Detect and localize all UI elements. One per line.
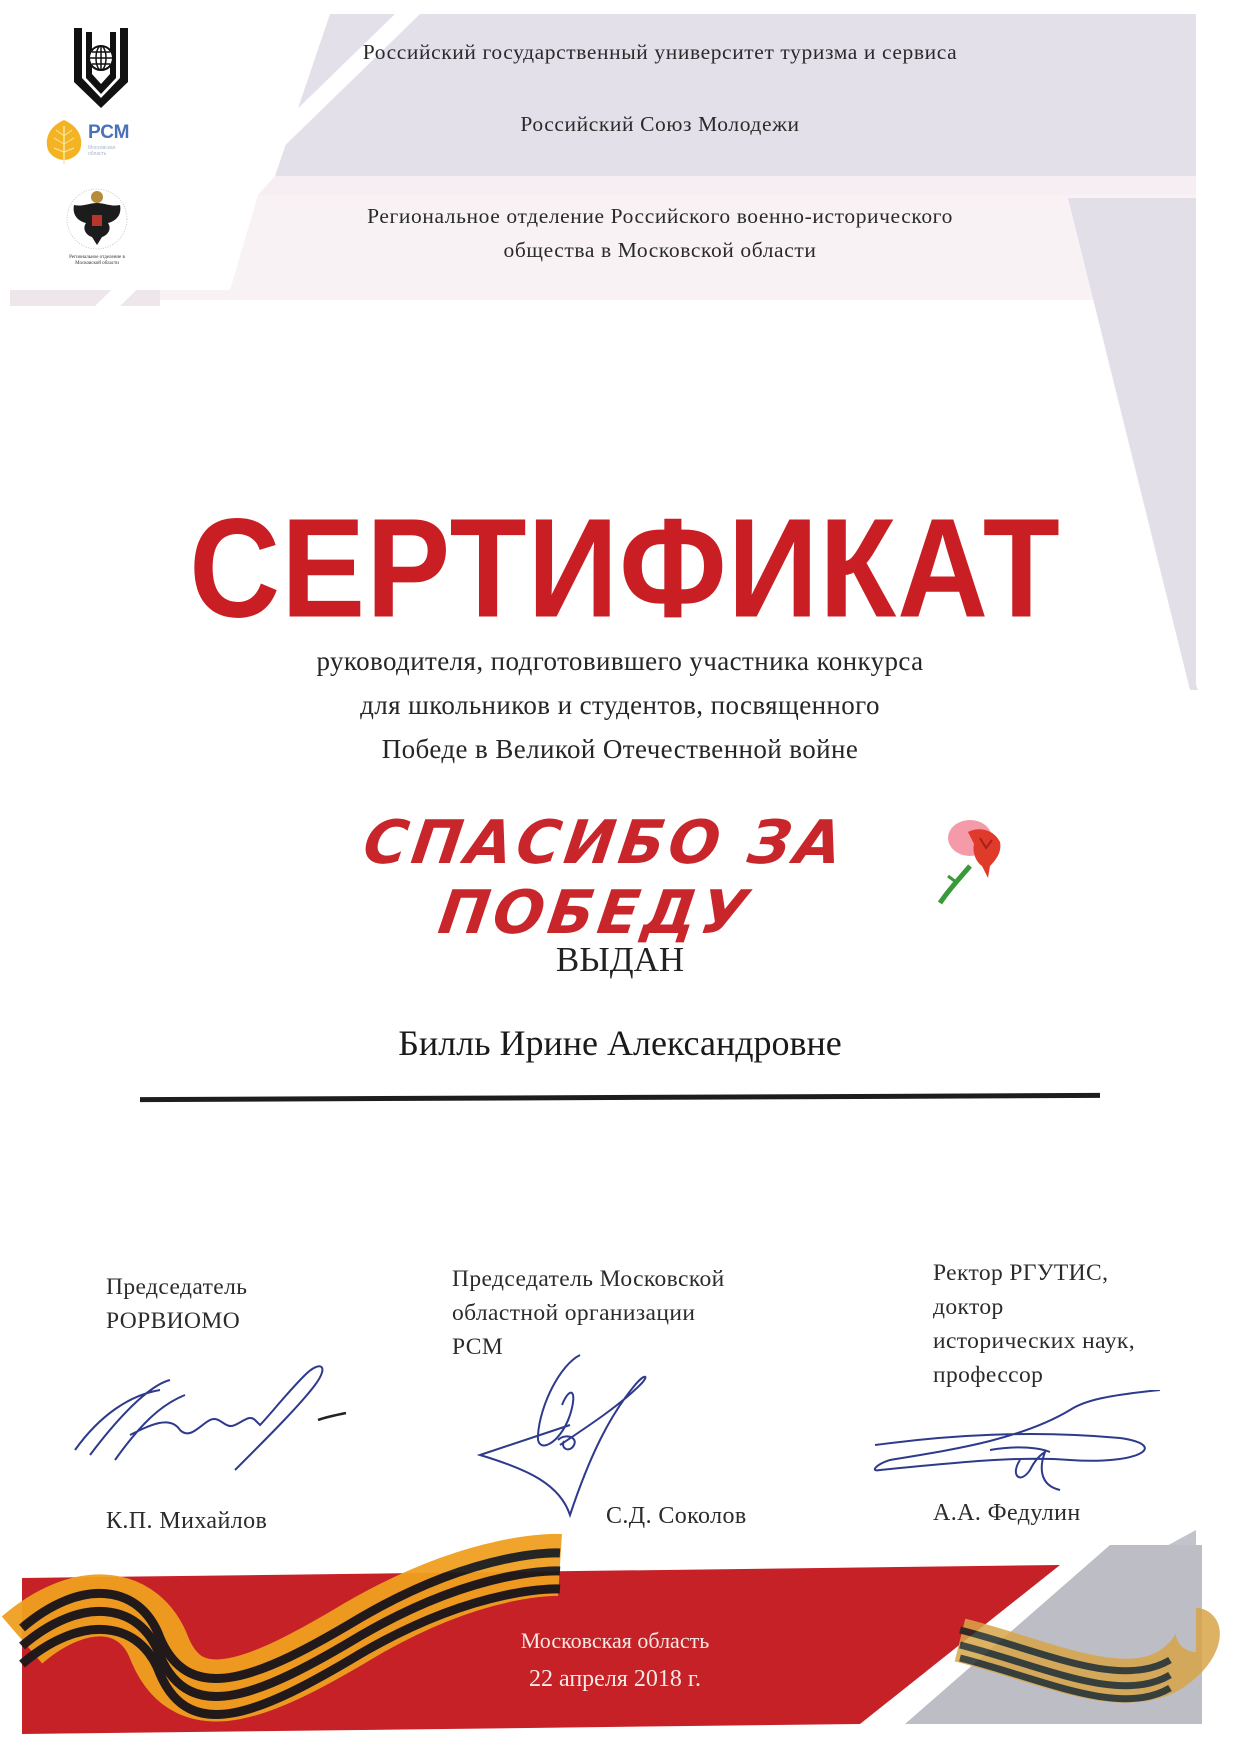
header-org-rsm: Российский Союз Молодежи [520, 112, 800, 136]
signatory-3-title-line-3: исторических наук, [933, 1328, 1135, 1354]
contest-name: СПАСИБО ЗА ПОБЕДУ [359, 808, 851, 948]
signatory-1-name: К.П. Михайлов [106, 1508, 268, 1534]
signatory-2-name: С.Д. Соколов [606, 1503, 747, 1529]
footer-place: Московская область [520, 1628, 710, 1653]
signature-fedulin [870, 1390, 1170, 1500]
signatory-1-title-line-2: РОРВИОМО [106, 1308, 241, 1334]
recipient-name: Билль Ирине Александровне [398, 1023, 842, 1063]
signatory-3-title-line-4: профессор [933, 1362, 1044, 1388]
signature-mikhailov [70, 1355, 350, 1475]
carnation-flower-icon [930, 808, 1020, 908]
signatory-1 [106, 1270, 406, 1338]
rgutis-logo [70, 26, 132, 108]
issued-label: ВЫДАН [555, 940, 685, 979]
golden-leaf-icon [42, 118, 86, 164]
rsm-logo-label: РСМ [88, 122, 130, 143]
rsm-logo [42, 118, 142, 166]
header-org-rvio-line1: Региональное отделение Российского военно-исторического [367, 204, 953, 228]
certificate-title: СЕРТИФИКАТ [189, 488, 1061, 647]
rvio-logo [52, 185, 142, 275]
subtitle-line-1: руководителя, подготовившего участника конкурса [316, 646, 924, 676]
signature-sokolov [470, 1345, 690, 1525]
rvio-logo-sublabel: Региональное отделение в Московской области [69, 255, 125, 266]
signatory-3-title-line-2: доктор [933, 1294, 1004, 1320]
signatory-3-title-line-1: Ректор РГУТИС, [933, 1260, 1109, 1286]
signatory-3-name: А.А. Федулин [933, 1500, 1081, 1526]
subtitle-line-2: для школьников и студентов, посвященного [360, 690, 880, 720]
signatory-2-title-line-1: Председатель Московской [452, 1266, 725, 1292]
signatory-1-title-line-1: Председатель [106, 1274, 248, 1300]
book-globe-emblem-icon [70, 26, 132, 108]
header-org-rvio-line2: общества в Московской области [503, 238, 817, 262]
signatory-2-title-line-2: областной организации [452, 1300, 696, 1326]
double-headed-eagle-icon [52, 185, 142, 255]
signatory-2-title-line-3: РСМ [452, 1334, 504, 1360]
header-org-rgutis: Российский государственный университет туризма и сервиса [362, 40, 958, 64]
footer [450, 1622, 780, 1698]
footer-date: 22 апреля 2018 г. [529, 1666, 701, 1692]
rsm-logo-sublabel: Московская область [88, 145, 116, 157]
subtitle-line-3: Победе в Великой Отечественной войне [381, 734, 859, 764]
signatory-3 [933, 1256, 1213, 1392]
